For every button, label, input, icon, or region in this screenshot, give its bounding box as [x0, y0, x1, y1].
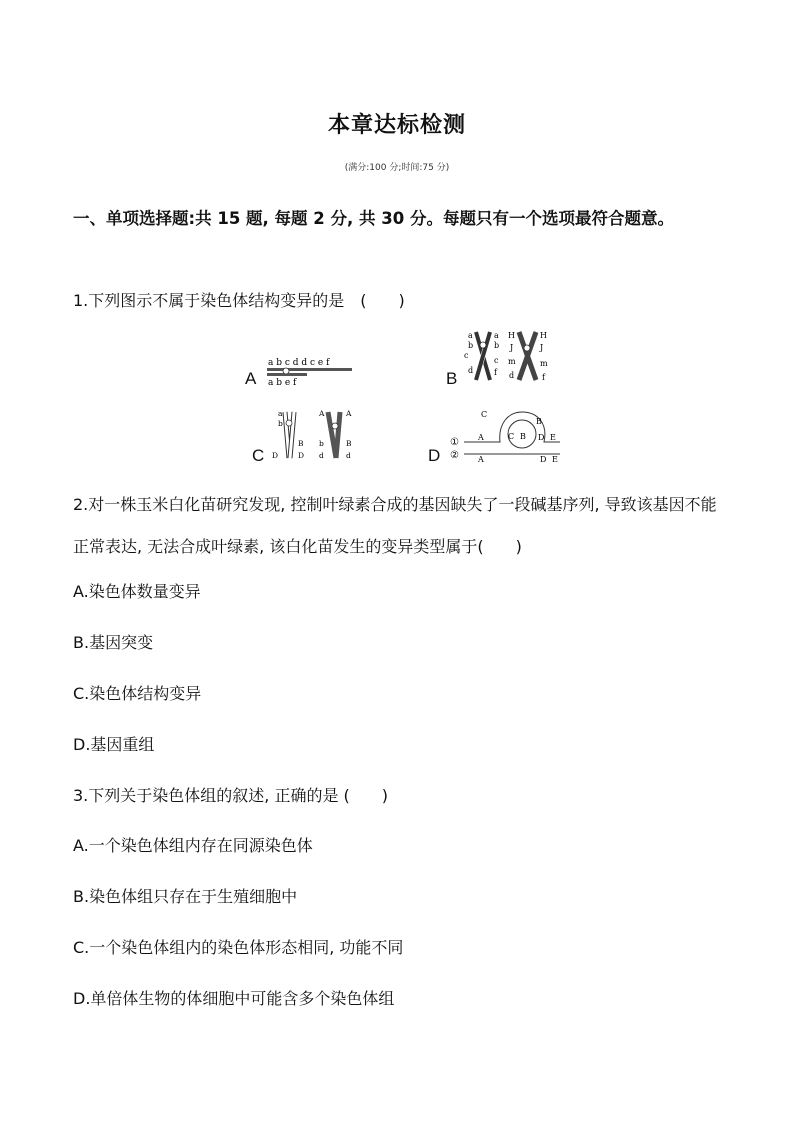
question-3-option-d[interactable]: D.单倍体生物的体细胞中可能含多个染色体组	[73, 989, 395, 1008]
question-2-stem: 2.对一株玉米白化苗研究发现, 控制叶绿素合成的基因缺失了一段碱基序列, 导致该基因不能正常表达, 无法合成叶绿素, 该白化苗发生的变异类型属于( )	[73, 495, 717, 556]
strand-2-marker: ②	[450, 450, 459, 461]
page-title: 本章达标检测	[327, 113, 466, 138]
svg-text:Abd: A b d	[319, 409, 325, 460]
figure-a-label: A	[245, 369, 257, 388]
figure-c-diagram	[270, 406, 365, 466]
svg-text:abcf: a b c f	[494, 331, 500, 377]
svg-text:HJmf: H J m f	[540, 331, 548, 382]
figure-a-diagram	[265, 355, 360, 387]
question-2-option-d[interactable]: D.基因重组	[73, 735, 155, 754]
question-3-option-a[interactable]: A.一个染色体组内存在同源染色体	[73, 836, 313, 855]
question-3-stem: 3.下列关于染色体组的叙述, 正确的是 ( )	[73, 786, 389, 805]
question-2-option-b[interactable]: B.基因突变	[73, 633, 154, 652]
figure-b-diagram	[464, 328, 559, 386]
figure-d-diagram	[448, 404, 568, 466]
figure-c-label: C	[252, 446, 265, 465]
svg-text:abD: a b D	[272, 409, 283, 460]
question-3-option-b[interactable]: B.染色体组只存在于生殖细胞中	[73, 887, 298, 906]
svg-text:BD: B D	[298, 439, 305, 460]
figure-b-label: B	[446, 369, 458, 388]
question-1-stem: 1.下列图示不属于染色体结构变异的是 ( )	[73, 291, 405, 310]
svg-text:abcd: a b cd	[464, 331, 474, 375]
svg-text:ABd: A B d	[346, 409, 352, 460]
figure-a-bottom-seq: a b e f	[268, 378, 297, 387]
figure-d-label: D	[428, 446, 441, 465]
section-heading: 一、单项选择题:共 15 题, 每题 2 分, 共 30 分。每题只有一个选项最符合题意。	[73, 209, 674, 228]
page-subtitle: (满分:100 分;时间:75 分)	[344, 163, 450, 173]
figure-a-top-seq: a b c d d c e f	[268, 358, 330, 368]
strand-1-marker: ①	[450, 437, 459, 448]
svg-text:HJmd: H J m d	[508, 331, 516, 380]
question-2-option-c[interactable]: C.染色体结构变异	[73, 684, 202, 703]
question-2-option-a[interactable]: A.染色体数量变异	[73, 582, 201, 601]
svg-text:CACBBDEADE: C A C BB D E A D E	[478, 410, 558, 464]
question-3-option-c[interactable]: C.一个染色体组内的染色体形态相同, 功能不同	[73, 938, 404, 957]
